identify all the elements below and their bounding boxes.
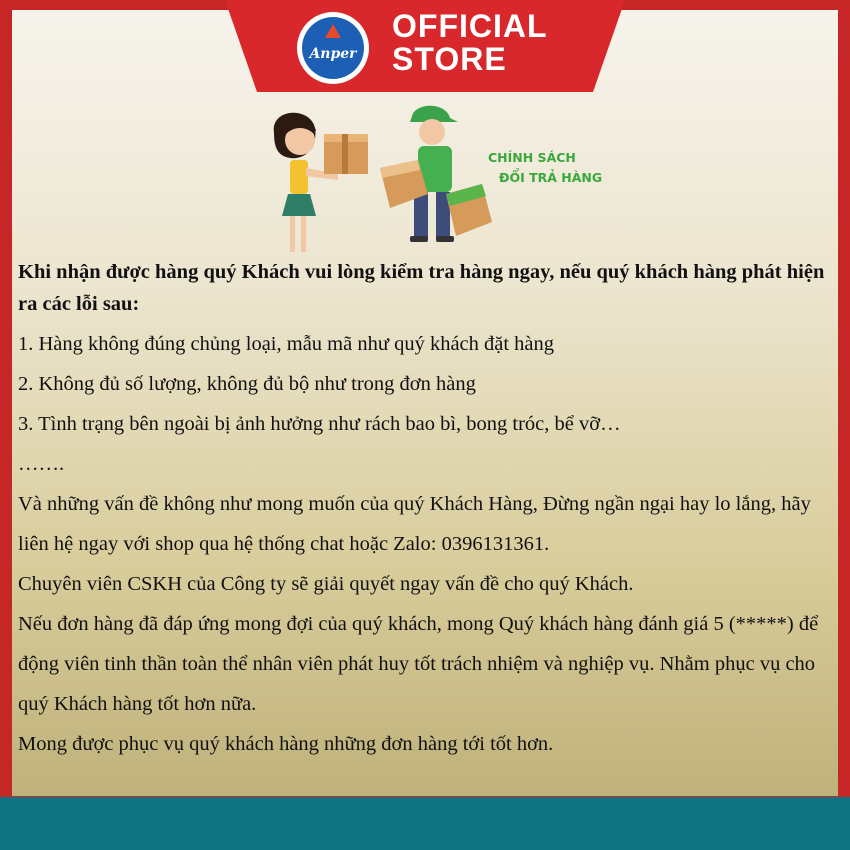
list-item: 2. Không đủ số lượng, không đủ bộ như trong đơn hàng — [18, 373, 476, 395]
logo-badge — [302, 17, 364, 79]
review-paragraph: Nếu đơn hàng đã đáp ứng mong đợi của quý khách, mong Quý khách hàng đánh giá 5 (*****) để động viên tinh thần toàn thể nhân viên phát huy tốt trách nhiệm và nghiệp vụ. Nhằm phục vụ cho quý Khách hàng tốt hơn nữa. — [18, 613, 819, 715]
lead-paragraph: Khi nhận được hàng quý Khách vui lòng kiểm tra hàng ngay, nếu quý khách hàng phát hiện ra các lỗi sau: — [18, 261, 825, 315]
policy-heading-line2: ĐỔI TRẢ HÀNG — [499, 170, 603, 185]
list-item: 1. Hàng không đúng chủng loại, mẫu mã như quý khách đặt hàng — [18, 333, 555, 355]
woman-holding-box-illustration — [274, 113, 368, 252]
policy-heading — [488, 148, 602, 188]
policy-heading-line1: CHÍNH SÁCH — [488, 150, 576, 165]
delivery-man-illustration — [380, 106, 492, 242]
footer-band — [0, 797, 850, 850]
closing-paragraph: Mong được phục vụ quý khách hàng những đơn hàng tới tốt hơn. — [18, 733, 554, 755]
store-title — [392, 10, 548, 76]
anper-logo — [297, 12, 369, 84]
ellipsis-line: ……. — [18, 453, 65, 475]
policy-content — [18, 256, 832, 764]
list-item: 3. Tình trạng bên ngoài bị ảnh hưởng như rách bao bì, bong tróc, bể vỡ… — [18, 413, 621, 435]
logo-triangle-icon — [325, 24, 341, 38]
store-title-line1: OFFICIAL — [392, 8, 548, 44]
logo-text: Anper — [309, 46, 357, 62]
store-title-line2: STORE — [392, 41, 507, 77]
support-paragraph: Chuyên viên CSKH của Công ty sẽ giải quyết ngay vấn đề cho quý Khách. — [18, 573, 634, 595]
contact-paragraph: Và những vấn đề không như mong muốn của quý Khách Hàng, Đừng ngần ngại hay lo lắng, hãy liên hệ ngay với shop qua hệ thống chat hoặc Zalo: 0396131361. — [18, 493, 811, 555]
